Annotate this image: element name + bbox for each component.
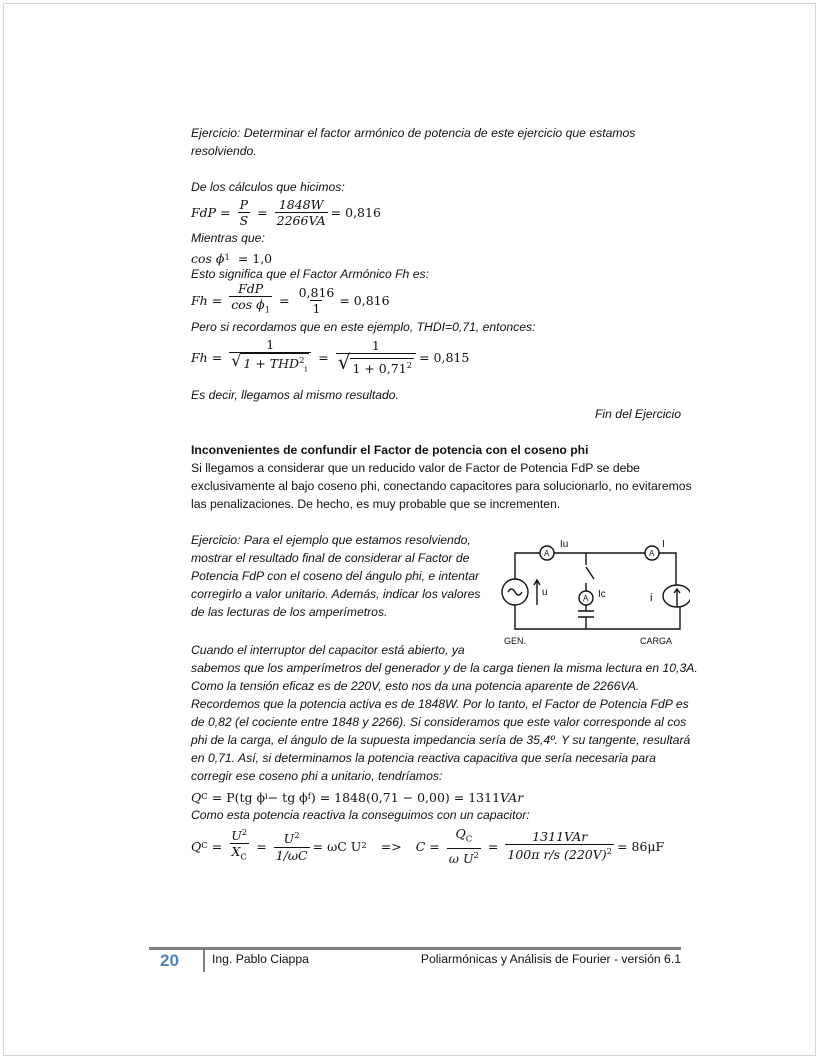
equation-fh2: Fh = 1 √ $1 + THD^2_i$ = 1 √ $1 + 0,71^2$ = 0,815 bbox=[191, 336, 470, 377]
exercise2-body-line: Como la tensión eficaz es de 220V, esto nos da una potencia aparente de 2266VA. bbox=[191, 679, 640, 693]
eq-result: = 0,816 bbox=[330, 204, 381, 220]
svg-text:A: A bbox=[649, 549, 655, 558]
fraction-p-s: $\frac{P}{S}$ bbox=[239, 196, 249, 228]
calc-intro: De los cálculos que hicimos: bbox=[191, 180, 345, 194]
svg-text:Iu: Iu bbox=[560, 539, 569, 550]
section-heading: Inconvenientes de confundir el Factor de potencia con el coseno phi bbox=[191, 443, 589, 457]
exercise2-body-line: sabemos que los amperímetros del generador y de la carga tienen la misma lectura en 10,3A. bbox=[191, 661, 698, 675]
equation-fdp: FdP = $\frac{P}{S}$ = $\frac{1848W}{2266VA}$ = 0,816 bbox=[191, 196, 381, 228]
equation-capacitance: Q C = $\frac{U^2}{X_C}$ = $\frac{U^2}{1/\omega C}$ = ωC U 2 => C = $\frac{Q_C}{\omega U^2}$ = $\frac{\text{1311VAr}}{100\pi r/s (220V)^2}$ = 86μF bbox=[191, 826, 665, 866]
fraction-w-va: $\frac{1848W}{2266VA}$ bbox=[276, 196, 326, 228]
exercise2-prompt-line: mostrar el resultado final de considerar al Factor de bbox=[191, 551, 470, 565]
thd-intro: Pero si recordamos que en este ejemplo, THDI=0,71, entonces: bbox=[191, 320, 536, 334]
eq-lhs: FdP bbox=[191, 204, 217, 220]
exercise2-prompt-line: Ejercicio: Para el ejemplo que estamos resolviendo, bbox=[191, 533, 471, 547]
exercise2-prompt-line: Potencia FdP con el coseno del ángulo phi, e intentar bbox=[191, 569, 480, 583]
footer-rule bbox=[149, 947, 681, 950]
equation-cos: cos ϕ 1 = 1,0 bbox=[191, 250, 273, 266]
exercise2-body-line: Recordemos que la potencia activa es de 1848W. Por lo tanto, el Factor de Potencia FdP es bbox=[191, 697, 689, 711]
exercise1-prompt-line1: Ejercicio: Determinar el factor armónico de potencia de este ejercicio que estamos bbox=[191, 126, 636, 140]
exercise2-body-line: corregir ese coseno phi a unitario, tendríamos: bbox=[191, 769, 443, 783]
section-para-line: Si llegamos a considerar que un reducido valor de Factor de Potencia FdP se debe bbox=[191, 461, 640, 475]
svg-text:GEN.: GEN. bbox=[504, 636, 527, 646]
conclusion: Es decir, llegamos al mismo resultado. bbox=[191, 388, 399, 402]
exercise2-body-line: Cuando el interruptor del capacitor está abierto, ya bbox=[191, 643, 465, 657]
svg-text:i: i bbox=[650, 592, 653, 604]
end-of-exercise: Fin del Ejercicio bbox=[594, 407, 681, 421]
mientras-text: Mientras que: bbox=[191, 231, 265, 245]
circuit-diagram bbox=[490, 535, 690, 650]
exercise2-body-line: en 0,71. Así, si determinamos la potencia reactiva capacitiva que sería necesaria para bbox=[191, 751, 656, 765]
page-border bbox=[3, 3, 816, 1056]
footer-separator bbox=[203, 950, 205, 972]
svg-text:A: A bbox=[583, 594, 589, 603]
equation-qc: Q C = P(tg ϕ i − tg ϕ f ) = 1848(0,71 − 0,00) = 1311 VAr bbox=[191, 789, 524, 805]
section-para-line: exclusivamente al bajo coseno phi, conectando capacitores para solucionarlo, no evitaremos bbox=[191, 479, 692, 493]
exercise2-prompt-line: de las lecturas de los amperímetros. bbox=[191, 605, 388, 619]
fh-intro: Esto significa que el Factor Armónico Fh es: bbox=[191, 267, 429, 281]
exercise2-body-line: de 0,82 (el cociente entre 1848 y 2266). Si consideramos que este valor corresponde al cos bbox=[191, 715, 687, 729]
footer-title: Poliarmónicas y Análisis de Fourier - versión 6.1 bbox=[420, 952, 681, 966]
exercise2-prompt-line: corregirlo a valor unitario. Además, indicar los valores bbox=[191, 587, 481, 601]
svg-text:CARGA: CARGA bbox=[640, 636, 673, 646]
svg-text:Ic: Ic bbox=[598, 589, 606, 600]
equation-fh1: Fh = $\frac{\text{FdP}}{\cos \phi_1}$ = $\frac{0,816}{1}$ = 0,816 bbox=[191, 282, 390, 318]
page-number: 20 bbox=[160, 951, 179, 970]
exercise1-prompt-line2: resolviendo. bbox=[191, 144, 257, 158]
section-para-line: las penalizaciones. De hecho, es muy probable que se incrementen. bbox=[191, 497, 561, 511]
footer-author: Ing. Pablo Ciappa bbox=[212, 952, 309, 966]
svg-text:u: u bbox=[542, 587, 548, 598]
svg-text:A: A bbox=[544, 549, 550, 558]
exercise2-body-line: phi de la carga, el ángulo de la supuesta impedancia sería de 35,4º. Y su tangente, resultará bbox=[191, 733, 691, 747]
svg-text:I: I bbox=[662, 539, 665, 550]
capacitor-intro: Como esta potencia reactiva la conseguimos con un capacitor: bbox=[191, 808, 530, 822]
